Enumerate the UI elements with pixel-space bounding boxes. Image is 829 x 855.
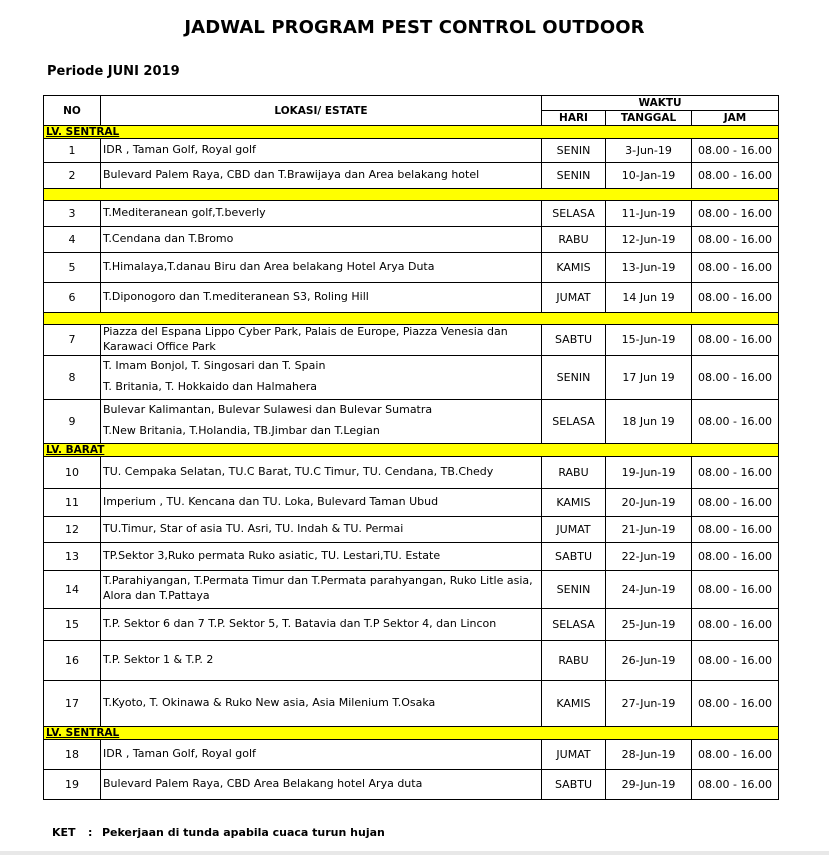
cell-no: 10 [44, 456, 101, 488]
table-row [44, 640, 779, 680]
cell-lokasi [101, 542, 542, 570]
cell-hari: SABTU [542, 769, 606, 799]
section-row [44, 443, 779, 456]
cell-no: 14 [44, 570, 101, 608]
cell-lokasi [101, 283, 542, 313]
cell-tanggal: 21-Jun-19 [606, 516, 692, 542]
cell-tanggal: 28-Jun-19 [606, 739, 692, 769]
cell-lokasi [101, 488, 542, 516]
cell-hari: KAMIS [542, 680, 606, 726]
cell-jam: 08.00 - 16.00 [692, 355, 779, 399]
cell-jam: 08.00 - 16.00 [692, 399, 779, 443]
cell-lokasi [101, 399, 542, 443]
spacer-cell [44, 189, 779, 201]
table-row [44, 680, 779, 726]
cell-lokasi [101, 325, 542, 356]
cell-jam: 08.00 - 16.00 [692, 201, 779, 227]
ket-note [52, 826, 385, 839]
cell-no: 18 [44, 739, 101, 769]
lokasi-line: T.Himalaya,T.danau Biru dan Area belakang Hotel Arya Duta [103, 260, 435, 274]
cell-hari: JUMAT [542, 516, 606, 542]
lokasi-line: Imperium , TU. Kencana dan TU. Loka, Bulevard Taman Ubud [103, 494, 439, 508]
periode-label: Periode JUNI 2019 [47, 64, 180, 79]
cell-hari: JUMAT [542, 739, 606, 769]
cell-tanggal: 10-Jan-19 [606, 163, 692, 189]
cell-hari: RABU [542, 456, 606, 488]
lokasi-line: Piazza del Espana Lippo Cyber Park, Palais de Europe, Piazza Venesia dan Karawaci Office Park [103, 325, 508, 353]
cell-no: 17 [44, 680, 101, 726]
cell-jam: 08.00 - 16.00 [692, 608, 779, 640]
cell-tanggal: 14 Jun 19 [606, 283, 692, 313]
cell-tanggal: 27-Jun-19 [606, 680, 692, 726]
spacer-row [44, 189, 779, 201]
cell-hari: SENIN [542, 570, 606, 608]
cell-lokasi [101, 456, 542, 488]
header-lokasi: LOKASI/ ESTATE [101, 96, 542, 126]
cell-tanggal: 15-Jun-19 [606, 325, 692, 356]
cell-hari: SENIN [542, 139, 606, 163]
header-no: NO [44, 96, 101, 126]
cell-hari: SENIN [542, 355, 606, 399]
cell-lokasi [101, 608, 542, 640]
lokasi-line: T.Cendana dan T.Bromo [103, 232, 234, 246]
cell-hari: SABTU [542, 542, 606, 570]
cell-no: 6 [44, 283, 101, 313]
lokasi-line: T.Kyoto, T. Okinawa & Ruko New asia, Asia Milenium T.Osaka [103, 695, 436, 709]
section-row [44, 726, 779, 739]
lokasi-line: T.Mediteranean golf,T.beverly [103, 206, 266, 220]
ket-text: Pekerjaan di tunda apabila cuaca turun hujan [102, 826, 385, 839]
section-row [44, 126, 779, 139]
table-row [44, 325, 779, 356]
table-body [44, 126, 779, 800]
cell-hari: KAMIS [542, 488, 606, 516]
cell-jam: 08.00 - 16.00 [692, 227, 779, 253]
lokasi-line: T.Parahiyangan, T.Permata Timur dan T.Permata parahyangan, Ruko Litle asia, Alora dan T.Pattaya [103, 574, 533, 603]
cell-lokasi [101, 680, 542, 726]
cell-jam: 08.00 - 16.00 [692, 516, 779, 542]
cell-hari: KAMIS [542, 253, 606, 283]
section-label: LV. SENTRAL [44, 726, 779, 739]
lokasi-line: IDR , Taman Golf, Royal golf [103, 746, 256, 760]
cell-hari: RABU [542, 640, 606, 680]
cell-tanggal: 20-Jun-19 [606, 488, 692, 516]
table-row [44, 253, 779, 283]
cell-no: 15 [44, 608, 101, 640]
cell-no: 9 [44, 399, 101, 443]
cell-tanggal: 17 Jun 19 [606, 355, 692, 399]
cell-jam: 08.00 - 16.00 [692, 456, 779, 488]
cell-jam: 08.00 - 16.00 [692, 325, 779, 356]
table-row [44, 399, 779, 443]
table-row [44, 456, 779, 488]
header-waktu: WAKTU [542, 96, 779, 111]
spacer-cell [44, 313, 779, 325]
ket-colon: : [88, 826, 93, 839]
document-title: JADWAL PROGRAM PEST CONTROL OUTDOOR [184, 17, 645, 38]
cell-no: 5 [44, 253, 101, 283]
cell-tanggal: 19-Jun-19 [606, 456, 692, 488]
cell-jam: 08.00 - 16.00 [692, 253, 779, 283]
lokasi-line: TU. Cempaka Selatan, TU.C Barat, TU.C Timur, TU. Cendana, TB.Chedy [103, 464, 494, 478]
cell-jam: 08.00 - 16.00 [692, 163, 779, 189]
cell-lokasi [101, 640, 542, 680]
lokasi-line: T. Imam Bonjol, T. Singosari dan T. Spain [103, 359, 326, 373]
cell-hari: SELASA [542, 201, 606, 227]
cell-jam: 08.00 - 16.00 [692, 570, 779, 608]
table-row [44, 283, 779, 313]
cell-no: 2 [44, 163, 101, 189]
cell-lokasi [101, 163, 542, 189]
lokasi-line: TU.Timur, Star of asia TU. Asri, TU. Indah & TU. Permai [103, 521, 404, 535]
header-jam: JAM [692, 111, 779, 126]
cell-tanggal: 18 Jun 19 [606, 399, 692, 443]
cell-hari: SELASA [542, 608, 606, 640]
cell-tanggal: 26-Jun-19 [606, 640, 692, 680]
table-row [44, 488, 779, 516]
table-row [44, 516, 779, 542]
ket-label: KET [52, 826, 76, 839]
cell-lokasi [101, 739, 542, 769]
cell-lokasi [101, 139, 542, 163]
cell-hari: SABTU [542, 325, 606, 356]
cell-no: 1 [44, 139, 101, 163]
cell-jam: 08.00 - 16.00 [692, 680, 779, 726]
cell-no: 3 [44, 201, 101, 227]
table-row [44, 542, 779, 570]
cell-lokasi [101, 355, 542, 399]
table-row [44, 769, 779, 799]
cell-tanggal: 11-Jun-19 [606, 201, 692, 227]
cell-jam: 08.00 - 16.00 [692, 739, 779, 769]
lokasi-line: T.New Britania, T.Holandia, TB.Jimbar dan T.Legian [103, 424, 380, 438]
lokasi-line: T. Britania, T. Hokkaido dan Halmahera [103, 380, 318, 394]
cell-tanggal: 13-Jun-19 [606, 253, 692, 283]
cell-no: 19 [44, 769, 101, 799]
lokasi-line: TP.Sektor 3,Ruko permata Ruko asiatic, TU. Lestari,TU. Estate [103, 548, 441, 562]
lokasi-line: T.P. Sektor 6 dan 7 T.P. Sektor 5, T. Batavia dan T.P Sektor 4, dan Lincon [103, 616, 497, 630]
cell-tanggal: 3-Jun-19 [606, 139, 692, 163]
cell-tanggal: 25-Jun-19 [606, 608, 692, 640]
cell-tanggal: 29-Jun-19 [606, 769, 692, 799]
cell-lokasi [101, 769, 542, 799]
cell-jam: 08.00 - 16.00 [692, 488, 779, 516]
cell-no: 7 [44, 325, 101, 356]
cell-no: 11 [44, 488, 101, 516]
cell-lokasi [101, 516, 542, 542]
cell-jam: 08.00 - 16.00 [692, 640, 779, 680]
table-row [44, 608, 779, 640]
table-row [44, 227, 779, 253]
table-row [44, 201, 779, 227]
cell-jam: 08.00 - 16.00 [692, 283, 779, 313]
lokasi-line: Bulevard Palem Raya, CBD Area Belakang hotel Arya duta [103, 776, 423, 790]
lokasi-line: Bulevar Kalimantan, Bulevar Sulawesi dan Bulevar Sumatra [103, 403, 433, 417]
cell-lokasi [101, 201, 542, 227]
cell-tanggal: 24-Jun-19 [606, 570, 692, 608]
spacer-row [44, 313, 779, 325]
cell-no: 13 [44, 542, 101, 570]
cell-jam: 08.00 - 16.00 [692, 542, 779, 570]
table-row [44, 739, 779, 769]
page-bottom-edge [0, 851, 829, 855]
cell-hari: RABU [542, 227, 606, 253]
lokasi-line: IDR , Taman Golf, Royal golf [103, 143, 256, 157]
table-row [44, 139, 779, 163]
table-row [44, 570, 779, 608]
section-label: LV. SENTRAL [44, 126, 779, 139]
header-hari: HARI [542, 111, 606, 126]
cell-tanggal: 22-Jun-19 [606, 542, 692, 570]
cell-lokasi [101, 570, 542, 608]
cell-jam: 08.00 - 16.00 [692, 139, 779, 163]
cell-jam: 08.00 - 16.00 [692, 769, 779, 799]
section-label: LV. BARAT [44, 443, 779, 456]
cell-no: 12 [44, 516, 101, 542]
table-header [44, 96, 779, 126]
cell-tanggal: 12-Jun-19 [606, 227, 692, 253]
cell-hari: JUMAT [542, 283, 606, 313]
cell-lokasi [101, 253, 542, 283]
cell-hari: SENIN [542, 163, 606, 189]
table-row [44, 355, 779, 399]
cell-no: 16 [44, 640, 101, 680]
lokasi-line: T.Diponogoro dan T.mediteranean S3, Roling Hill [103, 290, 369, 304]
schedule-table [43, 95, 779, 800]
header-tanggal: TANGGAL [606, 111, 692, 126]
cell-no: 8 [44, 355, 101, 399]
table-row [44, 163, 779, 189]
cell-no: 4 [44, 227, 101, 253]
lokasi-line: T.P. Sektor 1 & T.P. 2 [103, 652, 214, 666]
cell-lokasi [101, 227, 542, 253]
lokasi-line: Bulevard Palem Raya, CBD dan T.Brawijaya dan Area belakang hotel [103, 168, 480, 182]
cell-hari: SELASA [542, 399, 606, 443]
